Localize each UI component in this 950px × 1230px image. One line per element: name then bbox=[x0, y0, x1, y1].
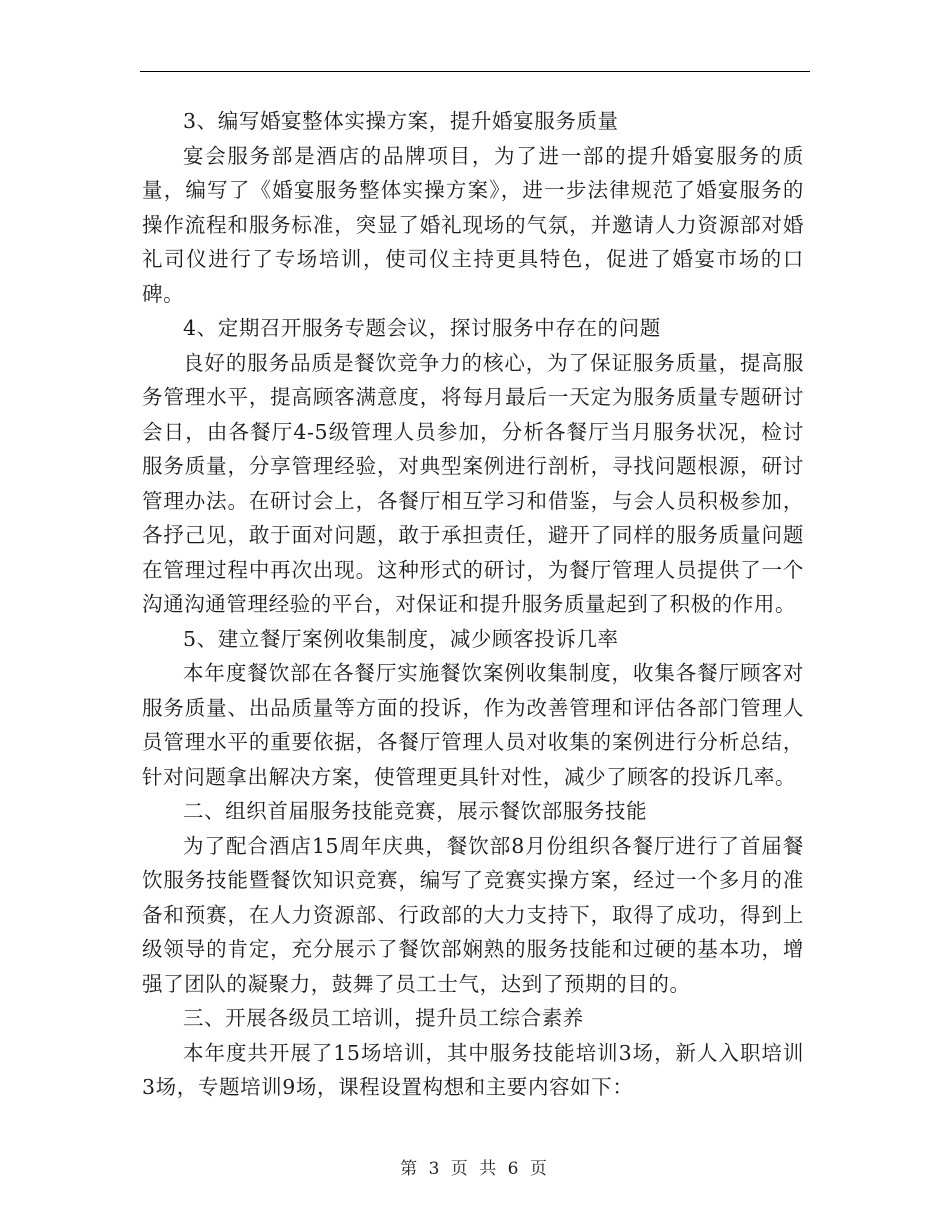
paragraph-case-collection: 本年度餐饮部在各餐厅实施餐饮案例收集制度，收集各餐厅顾客对服务质量、出品质量等方面的投诉，作为改善管理和评估各部门管理人员管理水平的重要依据，各餐厅管理人员对收集的案例进行分析总结，针对问题拿出解决方案，使管理更具针对性，减少了顾客的投诉几率。 bbox=[142, 661, 804, 789]
heading-service-meeting: 4、定期召开服务专题会议，探讨服务中存在的问题 bbox=[183, 316, 661, 340]
paragraph-skills-competition: 为了配合酒店15周年庆典，餐饮部8月份组织各餐厅进行了首届餐饮服务技能暨餐饮知识竞赛，编写了竞赛实操方案，经过一个多月的准备和预赛，在人力资源部、行政部的大力支持下，取得了成功，得到上级领导的肯定，充分展示了餐饮部娴熟的服务技能和过硬的基本功，增强了团队的凝聚力，鼓舞了员工士气，达到了预期的目的。 bbox=[142, 833, 804, 996]
paragraph-staff-training: 本年度共开展了15场培训，其中服务技能培训3场，新人入职培训3场，专题培训9场，课程设置构想和主要内容如下： bbox=[142, 1040, 804, 1099]
page-number-footer: 第 3 页 共 6 页 bbox=[400, 1159, 550, 1179]
paragraph-wedding-plan: 宴会服务部是酒店的品牌项目，为了进一部的提升婚宴服务的质量，编写了《婚宴服务整体实操方案》，进一步法律规范了婚宴服务的操作流程和服务标准，突显了婚礼现场的气氛，并邀请人力资源部对婚礼司仪进行了专场培训，使司仪主持更具特色，促进了婚宴市场的口碑。 bbox=[142, 143, 804, 306]
heading-wedding-plan: 3、编写婚宴整体实操方案，提升婚宴服务质量 bbox=[183, 109, 619, 133]
paragraph-service-meeting: 良好的服务品质是餐饮竞争力的核心，为了保证服务质量，提高服务管理水平，提高顾客满意度，将每月最后一天定为服务质量专题研讨会日，由各餐厅4-5级管理人员参加，分析各餐厅当月服务状况，检讨服务质量，分享管理经验，对典型案例进行剖析，寻找问题根源，研讨管理办法。在研讨会上，各餐厅相互学习和借鉴，与会人员积极参加，各抒己见，敢于面对问题，敢于承担责任，避开了同样的服务质量问题在管理过程中再次出现。这种形式的研讨，为餐厅管理人员提供了一个沟通沟通管理经验的平台，对保证和提升服务质量起到了积极的作用。 bbox=[142, 350, 804, 616]
document-body bbox=[142, 104, 804, 1105]
heading-skills-competition: 二、组织首届服务技能竞赛，展示餐饮部服务技能 bbox=[183, 799, 648, 823]
heading-case-collection: 5、建立餐厅案例收集制度，减少顾客投诉几率 bbox=[183, 626, 619, 651]
header-rule bbox=[140, 71, 810, 72]
heading-staff-training: 三、开展各级员工培训，提升员工综合素养 bbox=[183, 1006, 584, 1030]
